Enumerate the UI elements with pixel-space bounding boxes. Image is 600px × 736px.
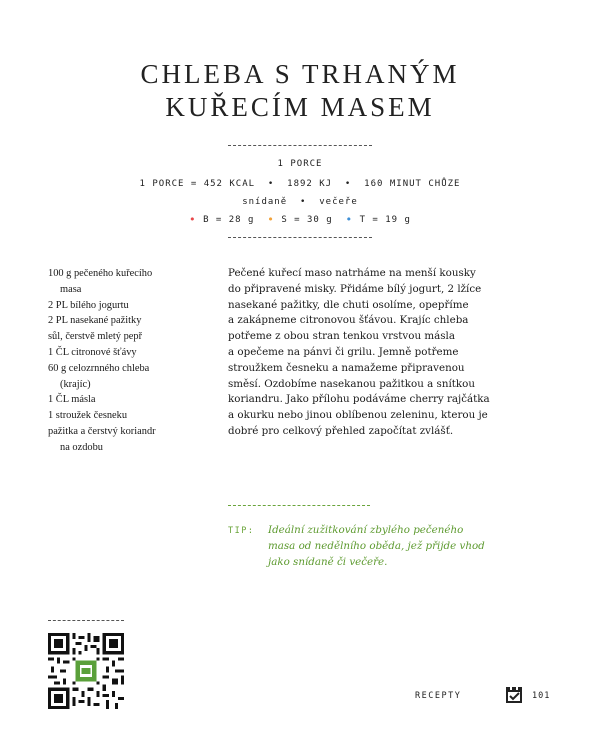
ingredient-item: na ozdobu: [60, 441, 103, 453]
macro-protein: B = 28 g: [203, 215, 255, 225]
ingredient-item: 100 g pečeného kuřecího: [48, 268, 153, 279]
ingredients-list: [48, 266, 218, 456]
ingredient-item: sůl, čerstvě mletý pepř: [48, 331, 143, 343]
carb-dot: •: [267, 213, 275, 226]
ingredient-item: 60 g celozrnného chleba: [48, 362, 150, 374]
macros-row: [0, 213, 600, 226]
fat-dot: •: [345, 213, 354, 226]
tip-line: masa od nedělního oběda, jež přijde vhod: [268, 540, 485, 552]
divider-mid: [228, 237, 372, 238]
ingredient-item: 1 ČL másla: [48, 394, 96, 406]
title-line-2: KUŘECÍM MASEM: [165, 92, 435, 122]
tip-text: [268, 522, 538, 570]
method-line: koriandru. Jako přílohu podáváme cherry rajčátka: [228, 393, 490, 406]
ingredient-item: masa: [60, 283, 82, 295]
recipe-title: [0, 58, 600, 124]
method-line: dobré pro celkový přehled započítat zvlášť.: [228, 424, 454, 437]
tip-line: Ideální zužitkování zbylého pečeného: [268, 524, 464, 536]
method-line: a okurku nebo jinou oblíbenou zeleninu, kterou je: [228, 409, 488, 422]
tip-divider: [228, 505, 370, 506]
method-line: a zakápneme citronovou šťávou. Krajíc chleba: [228, 314, 469, 327]
method-text: [228, 266, 528, 440]
method-line: nasekané pažitky, dle chuti osolíme, opepříme: [228, 298, 469, 311]
method-line: Pečené kuřecí maso natrháme na menší kousky: [228, 267, 476, 279]
method-line: potřeme z obou stran tenkou vrstvou másla: [228, 330, 455, 343]
title-line-1: CHLEBA S TRHANÝM: [140, 59, 460, 89]
tip-label: TIP:: [228, 526, 255, 536]
nutrition-info: 1 PORCE = 452 KCAL • 1892 KJ • 160 MINUT CHŮZE: [139, 179, 461, 189]
ingredient-item: 1 ČL citronové šťávy: [48, 346, 137, 358]
method-line: a opečeme na pánvi či grilu. Jemně potřeme: [228, 345, 459, 358]
divider-top: [228, 145, 372, 146]
macro-carbs: S = 30 g: [281, 215, 333, 225]
method-line: směsí. Ozdobíme nasekanou pažitkou a snítkou: [228, 377, 475, 390]
ingredient-item: 2 PL nasekané pažitky: [48, 315, 142, 327]
macro-fat: T = 19 g: [359, 215, 411, 225]
ingredient-item: 2 PL bílého jogurtu: [48, 299, 129, 311]
tip-line: jako snídaně či večeře.: [268, 556, 388, 568]
meal-type: snídaně • večeře: [242, 197, 358, 207]
qr-divider: [48, 620, 124, 621]
qr-code-icon[interactable]: [48, 633, 124, 709]
method-line: stroužkem česneku a namažeme připravenou: [228, 361, 465, 374]
serving-size: 1 PORCE: [277, 159, 323, 169]
ingredient-item: (krajíc): [60, 378, 91, 390]
footer-section: RECEPTY: [415, 691, 462, 701]
ingredient-item: pažitka a čerstvý koriandr: [48, 425, 156, 437]
page-number: 101: [532, 691, 551, 701]
method-line: do připravené misky. Přidáme bílý jogurt, 2 lžíce: [228, 282, 482, 295]
recipe-box-icon: [505, 686, 523, 704]
ingredient-item: 1 stroužek česneku: [48, 410, 128, 422]
protein-dot: •: [189, 213, 197, 226]
